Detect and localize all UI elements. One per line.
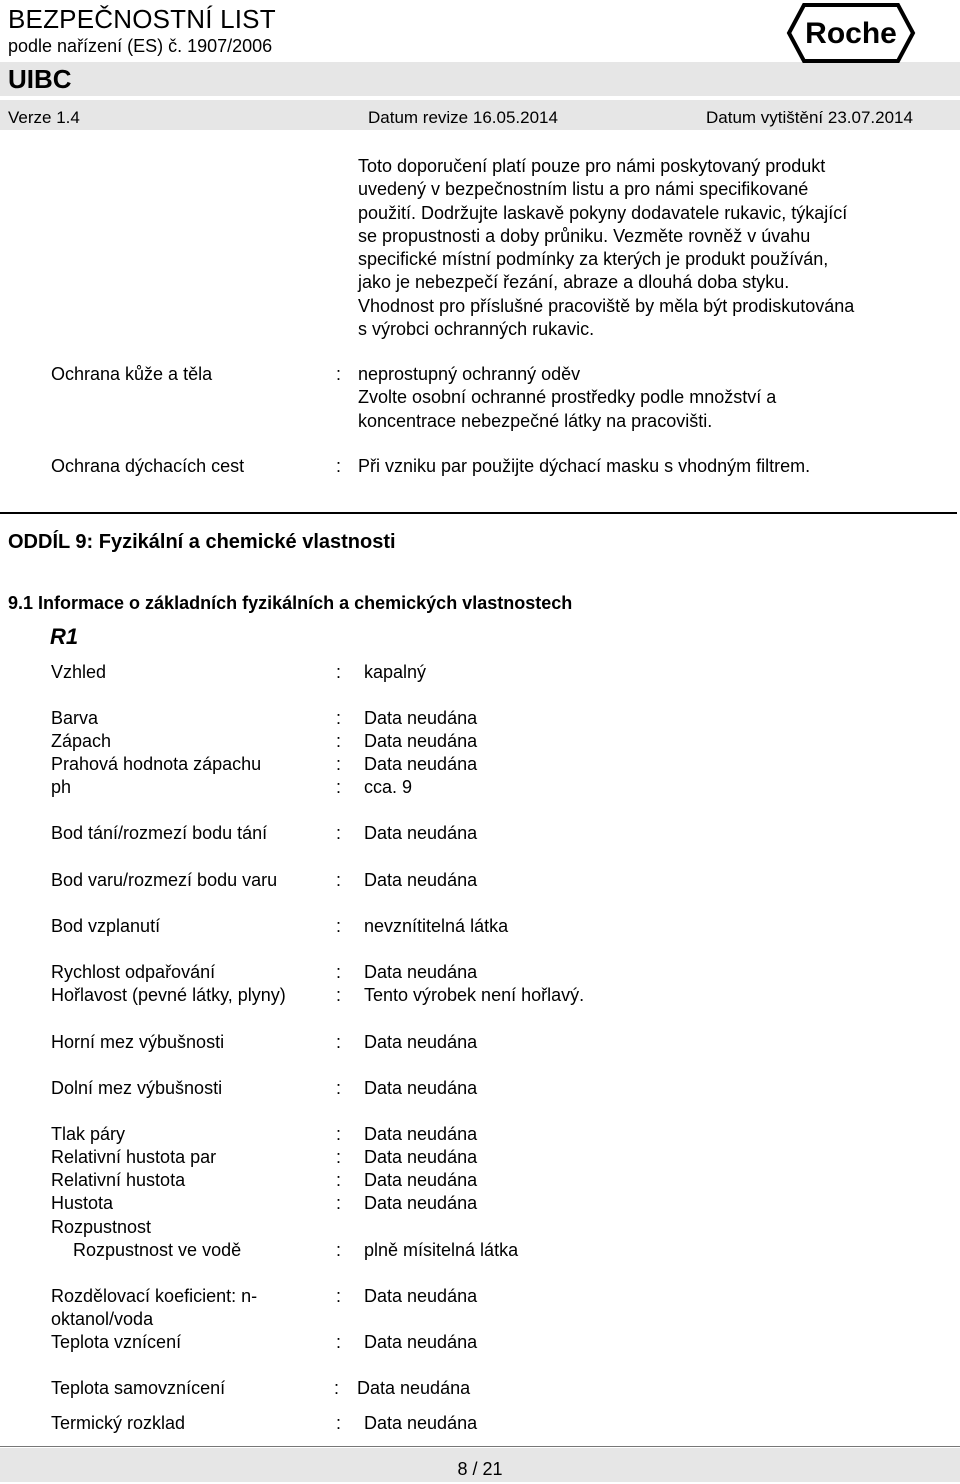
skin-protection-colon: : xyxy=(336,364,342,384)
skin-line-1: Zvolte osobní ochranné prostředky podle množství a xyxy=(358,387,777,408)
prop-label: Rychlost odpařování xyxy=(51,962,216,982)
section-9-1-subtitle: 9.1 Informace o základních fyzikálních a chemických vlastnostech xyxy=(8,593,573,613)
roche-logo xyxy=(786,2,916,64)
footer-separator xyxy=(0,1446,960,1447)
hand-line-1: uvedený v bezpečnostním listu a pro námi specifikované xyxy=(358,179,809,200)
prop-label: Barva xyxy=(51,708,99,728)
prop-label: Relativní hustota par xyxy=(51,1147,217,1167)
respiratory-protection-colon: : xyxy=(336,456,342,476)
prop-value: Data neudána xyxy=(364,731,478,751)
prop-label: Horní mez výbušnosti xyxy=(51,1032,225,1052)
prop-colon: : xyxy=(336,985,342,1005)
prop-value: Data neudána xyxy=(364,708,478,728)
prop-value: Data neudána xyxy=(364,1332,478,1352)
prop-value: Data neudána xyxy=(364,1078,478,1098)
prop-colon: : xyxy=(336,962,342,982)
product-code: R1 xyxy=(50,624,79,649)
hand-line-6: Vhodnost pro příslušné pracoviště by měla být prodiskutována xyxy=(358,295,855,316)
respiratory-protection-value: Při vzniku par použijte dýchací masku s vhodným filtrem. xyxy=(358,456,811,476)
prop-value: Data neudána xyxy=(364,870,478,890)
hand-line-5: jako je nebezpečí řezání, abraze a dlouhá doba styku. xyxy=(358,272,790,293)
prop-label: Tlak páry xyxy=(51,1124,126,1144)
prop-colon: : xyxy=(336,1413,342,1433)
prop-label: Teplota vznícení xyxy=(51,1332,182,1352)
prop-value: Data neudána xyxy=(364,1124,478,1144)
hand-line-4: specifické místní podmínky za kterých je produkt používán, xyxy=(358,249,829,270)
skin-line-0: neprostupný ochranný oděv xyxy=(358,364,581,384)
prop-label: Zápach xyxy=(51,731,112,751)
prop-label: ph xyxy=(51,777,72,797)
prop-label: Hořlavost (pevné látky, plyny) xyxy=(51,985,286,1005)
prop-value: Data neudána xyxy=(357,1378,471,1398)
header-band xyxy=(0,62,960,96)
prop-value: Data neudána xyxy=(364,1193,478,1213)
prop-label: Bod varu/rozmezí bodu varu xyxy=(51,870,278,890)
prop-value: Data neudána xyxy=(364,962,478,982)
roche-logo-text: Roche xyxy=(805,17,897,50)
prop-label: Rozpustnost xyxy=(51,1217,152,1237)
prop-value: Data neudána xyxy=(364,1170,478,1190)
prop-colon: : xyxy=(336,662,342,682)
prop-colon: : xyxy=(336,754,342,774)
prop-colon: : xyxy=(336,1286,342,1306)
skin-protection-value xyxy=(358,363,776,433)
prop-label: Prahová hodnota zápachu xyxy=(51,754,262,774)
prop-label: Hustota xyxy=(51,1193,114,1213)
prop-value: plně mísitelná látka xyxy=(364,1240,519,1260)
document-title: BEZPEČNOSTNÍ LIST xyxy=(8,4,276,34)
prop-colon: : xyxy=(336,1170,342,1190)
prop-colon: : xyxy=(336,870,342,890)
print-date: Datum vytištění 23.07.2014 xyxy=(706,108,913,127)
page-number: 8 / 21 xyxy=(457,1459,503,1479)
prop-value: Data neudána xyxy=(364,1147,478,1167)
prop-label: Bod tání/rozmezí bodu tání xyxy=(51,823,268,843)
prop-label: Rozdělovací koeficient: n- xyxy=(51,1286,258,1306)
hand-line-0: Toto doporučení platí pouze pro námi poskytovaný produkt xyxy=(358,156,826,176)
prop-colon: : xyxy=(336,1240,342,1260)
prop-colon: : xyxy=(336,708,342,728)
prop-label-cont: oktanol/voda xyxy=(51,1309,154,1329)
section-divider xyxy=(0,512,957,514)
prop-colon: : xyxy=(336,916,342,936)
hand-line-3: se propustnosti a doby průniku. Vezměte rovněž v úvahu xyxy=(358,225,811,246)
prop-colon: : xyxy=(336,731,342,751)
prop-value: Data neudána xyxy=(364,1286,478,1306)
prop-colon: : xyxy=(334,1378,340,1398)
prop-value: Tento výrobek není hořlavý. xyxy=(364,985,585,1005)
prop-label: Termický rozklad xyxy=(51,1413,186,1433)
prop-colon: : xyxy=(336,823,342,843)
prop-colon: : xyxy=(336,1078,342,1098)
skin-line-2: koncentrace nebezpečné látky na pracovišti. xyxy=(358,410,713,431)
regulation-subtitle: podle nařízení (ES) č. 1907/2006 xyxy=(8,36,273,56)
prop-value: kapalný xyxy=(364,662,427,682)
revision-date: Datum revize 16.05.2014 xyxy=(368,108,558,127)
hand-line-2: použití. Dodržujte laskavě pokyny dodavatele rukavic, týkající xyxy=(358,202,848,223)
prop-label-sub: Rozpustnost ve vodě xyxy=(73,1240,242,1260)
prop-colon: : xyxy=(336,777,342,797)
respiratory-protection-label: Ochrana dýchacích cest xyxy=(51,456,245,476)
prop-label: Dolní mez výbušnosti xyxy=(51,1078,223,1098)
prop-label: Relativní hustota xyxy=(51,1170,186,1190)
prop-colon: : xyxy=(336,1332,342,1352)
prop-value: cca. 9 xyxy=(364,777,413,797)
prop-value: Data neudána xyxy=(364,1413,478,1433)
prop-value: Data neudána xyxy=(364,1032,478,1052)
skin-protection-label: Ochrana kůže a těla xyxy=(51,364,213,384)
product-name: UIBC xyxy=(8,64,72,94)
prop-colon: : xyxy=(336,1147,342,1167)
section-9-title: ODDÍL 9: Fyzikální a chemické vlastnosti xyxy=(8,531,396,553)
prop-label: Bod vzplanutí xyxy=(51,916,161,936)
prop-colon: : xyxy=(336,1124,342,1144)
prop-value: nevznítitelná látka xyxy=(364,916,509,936)
version-label: Verze 1.4 xyxy=(8,108,80,127)
hand-protection-text xyxy=(358,155,854,341)
hand-line-7: s výrobci ochranných rukavic. xyxy=(358,319,595,340)
prop-value: Data neudána xyxy=(364,823,478,843)
prop-label: Teplota samovznícení xyxy=(51,1378,226,1398)
prop-colon: : xyxy=(336,1193,342,1213)
prop-colon: : xyxy=(336,1032,342,1052)
prop-value: Data neudána xyxy=(364,754,478,774)
prop-label: Vzhled xyxy=(51,662,107,682)
